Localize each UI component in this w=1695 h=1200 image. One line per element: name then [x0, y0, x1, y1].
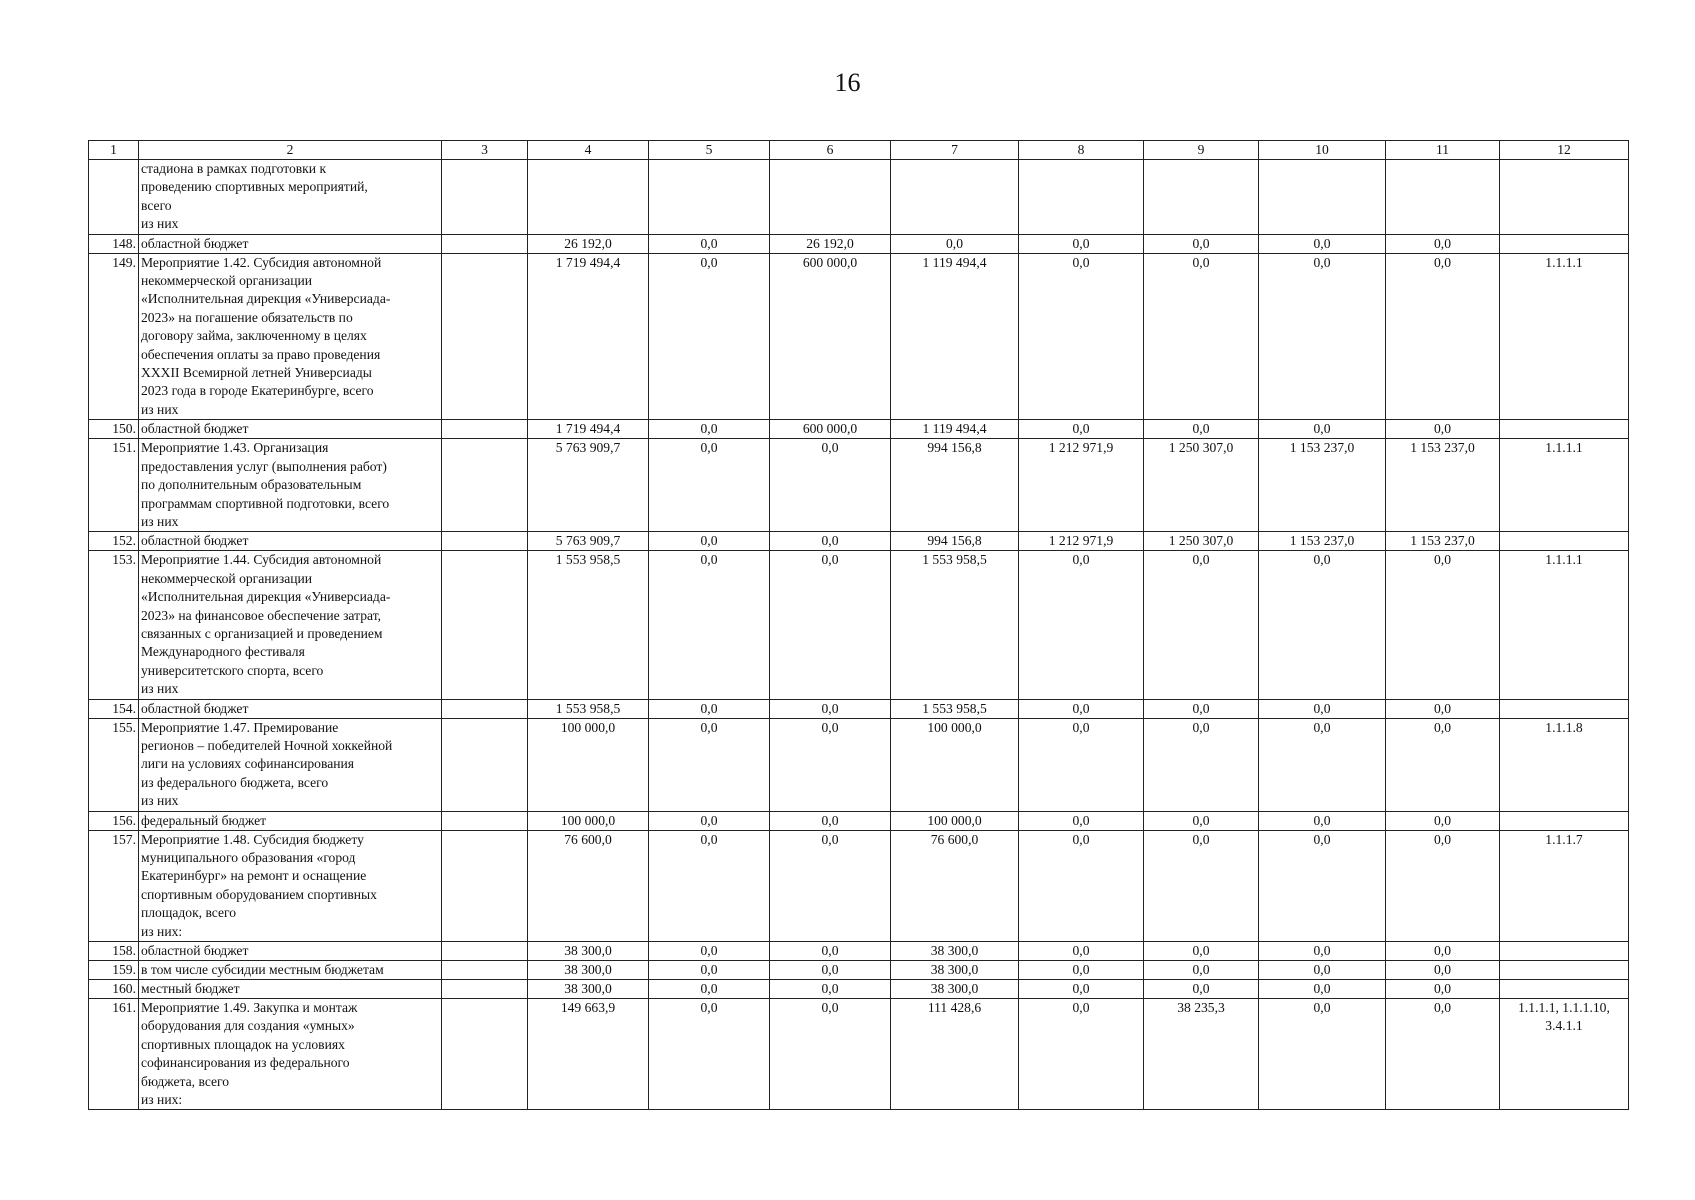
cell-col-6: 0,0 — [770, 942, 891, 961]
cell-col-12 — [1500, 699, 1629, 718]
table-row — [89, 551, 1629, 699]
target-indicator: 1.1.1.1, 1.1.1.10, — [1518, 1000, 1610, 1016]
cell-col-3 — [442, 234, 528, 253]
cell-col-6: 0,0 — [770, 811, 891, 830]
row-description — [139, 999, 442, 1110]
row-number: 150. — [89, 420, 139, 439]
description-line: Мероприятие 1.42. Субсидия автономной — [141, 254, 382, 270]
description-line: «Исполнительная дирекция «Универсиада- — [141, 291, 391, 307]
cell-col-6: 600 000,0 — [770, 420, 891, 439]
cell-col-6: 0,0 — [770, 718, 891, 811]
description-line: из них — [141, 401, 179, 417]
table-row — [89, 234, 1629, 253]
cell-col-9: 0,0 — [1144, 961, 1259, 980]
cell-col-8: 0,0 — [1019, 234, 1144, 253]
cell-col-3 — [442, 699, 528, 718]
description-line: некоммерческой организации — [141, 273, 313, 289]
cell-col-9: 38 235,3 — [1144, 999, 1259, 1110]
description-line: областной бюджет — [141, 421, 249, 437]
cell-col-5: 0,0 — [649, 439, 770, 532]
row-number: 160. — [89, 980, 139, 999]
cell-col-8 — [1019, 160, 1144, 235]
row-number — [89, 160, 139, 235]
cell-col-11: 0,0 — [1386, 699, 1500, 718]
cell-col-5: 0,0 — [649, 234, 770, 253]
description-line: из них — [141, 681, 179, 697]
cell-col-8: 0,0 — [1019, 961, 1144, 980]
cell-col-4: 1 553 958,5 — [528, 551, 649, 699]
cell-col-9 — [1144, 160, 1259, 235]
cell-col-10: 0,0 — [1259, 253, 1386, 420]
description-line: 2023 года в городе Екатеринбурге, всего — [141, 383, 374, 399]
description-line: стадиона в рамках подготовки к — [141, 161, 327, 176]
cell-col-3 — [442, 811, 528, 830]
cell-col-7: 38 300,0 — [891, 942, 1019, 961]
cell-col-6: 0,0 — [770, 980, 891, 999]
cell-col-4: 1 719 494,4 — [528, 253, 649, 420]
description-line: бюджета, всего — [141, 1073, 230, 1089]
cell-col-9: 0,0 — [1144, 718, 1259, 811]
cell-col-3 — [442, 718, 528, 811]
description-line: в том числе субсидии местным бюджетам — [141, 962, 384, 978]
cell-col-5: 0,0 — [649, 999, 770, 1110]
row-description — [139, 811, 442, 830]
column-header-2: 2 — [139, 141, 442, 160]
cell-col-10: 0,0 — [1259, 830, 1386, 941]
column-header-6: 6 — [770, 141, 891, 160]
cell-col-11: 0,0 — [1386, 830, 1500, 941]
column-header-11: 11 — [1386, 141, 1500, 160]
description-line: оборудования для создания «умных» — [141, 1018, 355, 1034]
cell-col-4: 5 763 909,7 — [528, 532, 649, 551]
target-indicator: 3.4.1.1 — [1545, 1018, 1583, 1034]
cell-col-6: 0,0 — [770, 699, 891, 718]
cell-col-10: 0,0 — [1259, 961, 1386, 980]
cell-col-9: 1 250 307,0 — [1144, 439, 1259, 532]
cell-col-12 — [1500, 811, 1629, 830]
cell-col-12 — [1500, 253, 1629, 420]
cell-col-8: 0,0 — [1019, 999, 1144, 1110]
description-line: предоставления услуг (выполнения работ) — [141, 458, 387, 474]
description-line: обеспечения оплаты за право проведения — [141, 346, 381, 362]
row-number: 154. — [89, 699, 139, 718]
cell-col-9: 0,0 — [1144, 420, 1259, 439]
description-line: Мероприятие 1.49. Закупка и монтаж — [141, 1000, 358, 1016]
cell-col-7 — [891, 160, 1019, 235]
cell-col-10: 0,0 — [1259, 551, 1386, 699]
cell-col-12 — [1500, 532, 1629, 551]
cell-col-10: 0,0 — [1259, 420, 1386, 439]
cell-col-4: 100 000,0 — [528, 718, 649, 811]
cell-col-7: 994 156,8 — [891, 439, 1019, 532]
cell-col-4: 100 000,0 — [528, 811, 649, 830]
column-header-12: 12 — [1500, 141, 1629, 160]
cell-col-6: 0,0 — [770, 439, 891, 532]
cell-col-3 — [442, 420, 528, 439]
cell-col-4: 1 553 958,5 — [528, 699, 649, 718]
table-row — [89, 420, 1629, 439]
description-line: из федерального бюджета, всего — [141, 774, 329, 790]
cell-col-9: 0,0 — [1144, 253, 1259, 420]
cell-col-9: 0,0 — [1144, 551, 1259, 699]
description-line: регионов – победителей Ночной хоккейной — [141, 737, 393, 753]
description-line: Мероприятие 1.48. Субсидия бюджету — [141, 831, 364, 847]
cell-col-12 — [1500, 420, 1629, 439]
cell-col-5: 0,0 — [649, 942, 770, 961]
row-description — [139, 718, 442, 811]
cell-col-11 — [1386, 160, 1500, 235]
cell-col-12 — [1500, 234, 1629, 253]
column-header-7: 7 — [891, 141, 1019, 160]
cell-col-5: 0,0 — [649, 830, 770, 941]
row-description — [139, 961, 442, 980]
cell-col-3 — [442, 961, 528, 980]
cell-col-12 — [1500, 980, 1629, 999]
cell-col-12 — [1500, 718, 1629, 811]
cell-col-4: 38 300,0 — [528, 961, 649, 980]
row-description — [139, 830, 442, 941]
cell-col-7: 76 600,0 — [891, 830, 1019, 941]
row-description — [139, 253, 442, 420]
cell-col-6: 0,0 — [770, 999, 891, 1110]
column-header-3: 3 — [442, 141, 528, 160]
cell-col-4: 1 719 494,4 — [528, 420, 649, 439]
description-line: 2023» на финансовое обеспечение затрат, — [141, 607, 382, 623]
cell-col-3 — [442, 942, 528, 961]
description-line: всего — [141, 197, 172, 213]
description-line: университетского спорта, всего — [141, 662, 324, 678]
column-header-5: 5 — [649, 141, 770, 160]
cell-col-5: 0,0 — [649, 551, 770, 699]
row-number: 155. — [89, 718, 139, 811]
column-number-row — [89, 141, 1629, 160]
row-description — [139, 699, 442, 718]
cell-col-10 — [1259, 160, 1386, 235]
table-body — [89, 160, 1629, 1110]
cell-col-7: 100 000,0 — [891, 718, 1019, 811]
cell-col-4 — [528, 160, 649, 235]
cell-col-10: 0,0 — [1259, 980, 1386, 999]
description-line: из них: — [141, 1092, 183, 1108]
cell-col-10: 1 153 237,0 — [1259, 439, 1386, 532]
description-line: Мероприятие 1.44. Субсидия автономной — [141, 552, 382, 568]
cell-col-4: 149 663,9 — [528, 999, 649, 1110]
cell-col-12 — [1500, 942, 1629, 961]
cell-col-7: 100 000,0 — [891, 811, 1019, 830]
cell-col-3 — [442, 532, 528, 551]
cell-col-11: 1 153 237,0 — [1386, 439, 1500, 532]
cell-col-7: 1 553 958,5 — [891, 699, 1019, 718]
cell-col-8: 0,0 — [1019, 253, 1144, 420]
cell-col-5: 0,0 — [649, 420, 770, 439]
cell-col-10: 0,0 — [1259, 942, 1386, 961]
cell-col-7: 1 553 958,5 — [891, 551, 1019, 699]
table-row — [89, 961, 1629, 980]
cell-col-5: 0,0 — [649, 961, 770, 980]
cell-col-5: 0,0 — [649, 718, 770, 811]
table-row — [89, 532, 1629, 551]
description-line: областной бюджет — [141, 235, 249, 251]
row-number: 152. — [89, 532, 139, 551]
cell-col-9: 0,0 — [1144, 699, 1259, 718]
cell-col-6: 600 000,0 — [770, 253, 891, 420]
description-line: Международного фестиваля — [141, 644, 305, 660]
cell-col-5: 0,0 — [649, 980, 770, 999]
cell-col-7: 994 156,8 — [891, 532, 1019, 551]
cell-col-7: 0,0 — [891, 234, 1019, 253]
target-indicator: 1.1.1.1 — [1545, 440, 1583, 456]
column-header-1: 1 — [89, 141, 139, 160]
target-indicator: 1.1.1.1 — [1545, 254, 1583, 270]
row-number: 157. — [89, 830, 139, 941]
page-number: 16 — [834, 68, 861, 97]
cell-col-3 — [442, 439, 528, 532]
cell-col-11: 0,0 — [1386, 942, 1500, 961]
cell-col-12 — [1500, 999, 1629, 1110]
cell-col-4: 76 600,0 — [528, 830, 649, 941]
row-number: 156. — [89, 811, 139, 830]
cell-col-5: 0,0 — [649, 253, 770, 420]
cell-col-8: 1 212 971,9 — [1019, 532, 1144, 551]
cell-col-11: 0,0 — [1386, 961, 1500, 980]
table-row — [89, 830, 1629, 941]
description-line: из них — [141, 793, 179, 809]
description-line: спортивным оборудованием спортивных — [141, 886, 377, 902]
cell-col-9: 0,0 — [1144, 980, 1259, 999]
description-line: связанных с организацией и проведением — [141, 625, 383, 641]
cell-col-3 — [442, 253, 528, 420]
cell-col-9: 0,0 — [1144, 811, 1259, 830]
cell-col-6: 0,0 — [770, 830, 891, 941]
cell-col-10: 0,0 — [1259, 234, 1386, 253]
description-line: договору займа, заключенному в целях — [141, 328, 367, 344]
description-line: XXXII Всемирной летней Универсиады — [141, 365, 372, 381]
description-line: муниципального образования «город — [141, 850, 356, 865]
cell-col-12 — [1500, 439, 1629, 532]
cell-col-6: 0,0 — [770, 961, 891, 980]
row-description — [139, 160, 442, 235]
description-line: софинансирования из федерального — [141, 1055, 350, 1071]
cell-col-6: 26 192,0 — [770, 234, 891, 253]
cell-col-10: 0,0 — [1259, 999, 1386, 1110]
column-header-10: 10 — [1259, 141, 1386, 160]
cell-col-6 — [770, 160, 891, 235]
table-row — [89, 718, 1629, 811]
description-line: площадок, всего — [141, 905, 237, 921]
column-header-9: 9 — [1144, 141, 1259, 160]
table-row — [89, 999, 1629, 1110]
cell-col-11: 0,0 — [1386, 234, 1500, 253]
row-description — [139, 980, 442, 999]
description-line: «Исполнительная дирекция «Универсиада- — [141, 589, 391, 605]
column-header-4: 4 — [528, 141, 649, 160]
target-indicator: 1.1.1.1 — [1545, 552, 1583, 568]
cell-col-5: 0,0 — [649, 532, 770, 551]
cell-col-8: 0,0 — [1019, 942, 1144, 961]
cell-col-3 — [442, 999, 528, 1110]
description-line: некоммерческой организации — [141, 570, 313, 586]
row-description — [139, 532, 442, 551]
row-description — [139, 439, 442, 532]
cell-col-8: 0,0 — [1019, 718, 1144, 811]
description-line: Екатеринбург» на ремонт и оснащение — [141, 868, 367, 884]
cell-col-7: 111 428,6 — [891, 999, 1019, 1110]
cell-col-8: 0,0 — [1019, 980, 1144, 999]
cell-col-6: 0,0 — [770, 551, 891, 699]
description-line: областной бюджет — [141, 700, 249, 716]
cell-col-11: 0,0 — [1386, 980, 1500, 999]
cell-col-7: 1 119 494,4 — [891, 420, 1019, 439]
cell-col-3 — [442, 980, 528, 999]
description-line: из них: — [141, 923, 183, 939]
table-row — [89, 699, 1629, 718]
cell-col-5: 0,0 — [649, 811, 770, 830]
cell-col-4: 5 763 909,7 — [528, 439, 649, 532]
cell-col-8: 0,0 — [1019, 551, 1144, 699]
target-indicator: 1.1.1.8 — [1545, 719, 1583, 735]
cell-col-9: 0,0 — [1144, 942, 1259, 961]
cell-col-7: 1 119 494,4 — [891, 253, 1019, 420]
row-number: 158. — [89, 942, 139, 961]
row-number: 159. — [89, 961, 139, 980]
row-number: 153. — [89, 551, 139, 699]
cell-col-11: 0,0 — [1386, 718, 1500, 811]
cell-col-3 — [442, 830, 528, 941]
cell-col-12 — [1500, 961, 1629, 980]
description-line: федеральный бюджет — [141, 812, 267, 828]
cell-col-8: 0,0 — [1019, 420, 1144, 439]
description-line: областной бюджет — [141, 943, 249, 959]
cell-col-9: 1 250 307,0 — [1144, 532, 1259, 551]
table-row — [89, 980, 1629, 999]
table-row — [89, 160, 1629, 235]
row-description — [139, 234, 442, 253]
table-row — [89, 439, 1629, 532]
cell-col-11: 0,0 — [1386, 253, 1500, 420]
cell-col-3 — [442, 160, 528, 235]
row-description — [139, 420, 442, 439]
row-number: 148. — [89, 234, 139, 253]
column-header-8: 8 — [1019, 141, 1144, 160]
description-line: проведению спортивных мероприятий, — [141, 179, 368, 195]
cell-col-12 — [1500, 830, 1629, 941]
target-indicator: 1.1.1.7 — [1545, 831, 1583, 847]
cell-col-5 — [649, 160, 770, 235]
cell-col-7: 38 300,0 — [891, 980, 1019, 999]
description-line: 2023» на погашение обязательств по — [141, 309, 353, 325]
cell-col-8: 1 212 971,9 — [1019, 439, 1144, 532]
row-description — [139, 551, 442, 699]
table-row — [89, 811, 1629, 830]
cell-col-11: 0,0 — [1386, 999, 1500, 1110]
cell-col-11: 0,0 — [1386, 811, 1500, 830]
cell-col-10: 1 153 237,0 — [1259, 532, 1386, 551]
cell-col-12 — [1500, 551, 1629, 699]
cell-col-4: 38 300,0 — [528, 942, 649, 961]
cell-col-12 — [1500, 160, 1629, 235]
cell-col-6: 0,0 — [770, 532, 891, 551]
description-line: лиги на условиях софинансирования — [141, 756, 355, 772]
row-number: 151. — [89, 439, 139, 532]
cell-col-7: 38 300,0 — [891, 961, 1019, 980]
cell-col-11: 1 153 237,0 — [1386, 532, 1500, 551]
cell-col-5: 0,0 — [649, 699, 770, 718]
row-description — [139, 942, 442, 961]
cell-col-10: 0,0 — [1259, 811, 1386, 830]
description-line: из них — [141, 513, 179, 529]
cell-col-8: 0,0 — [1019, 811, 1144, 830]
budget-table — [88, 140, 1629, 1110]
cell-col-11: 0,0 — [1386, 551, 1500, 699]
description-line: по дополнительным образовательным — [141, 477, 362, 493]
description-line: спортивных площадок на условиях — [141, 1036, 345, 1052]
table-row — [89, 253, 1629, 420]
cell-col-8: 0,0 — [1019, 830, 1144, 941]
row-number: 149. — [89, 253, 139, 420]
cell-col-9: 0,0 — [1144, 234, 1259, 253]
description-line: программам спортивной подготовки, всего — [141, 495, 390, 511]
cell-col-11: 0,0 — [1386, 420, 1500, 439]
description-line: областной бюджет — [141, 533, 249, 549]
row-number: 161. — [89, 999, 139, 1110]
cell-col-3 — [442, 551, 528, 699]
description-line: местный бюджет — [141, 981, 240, 997]
cell-col-4: 26 192,0 — [528, 234, 649, 253]
description-line: Мероприятие 1.47. Премирование — [141, 719, 339, 735]
description-line: Мероприятие 1.43. Организация — [141, 440, 329, 456]
table-row — [89, 942, 1629, 961]
cell-col-9: 0,0 — [1144, 830, 1259, 941]
description-line: из них — [141, 216, 179, 232]
cell-col-10: 0,0 — [1259, 718, 1386, 811]
cell-col-8: 0,0 — [1019, 699, 1144, 718]
cell-col-4: 38 300,0 — [528, 980, 649, 999]
cell-col-10: 0,0 — [1259, 699, 1386, 718]
